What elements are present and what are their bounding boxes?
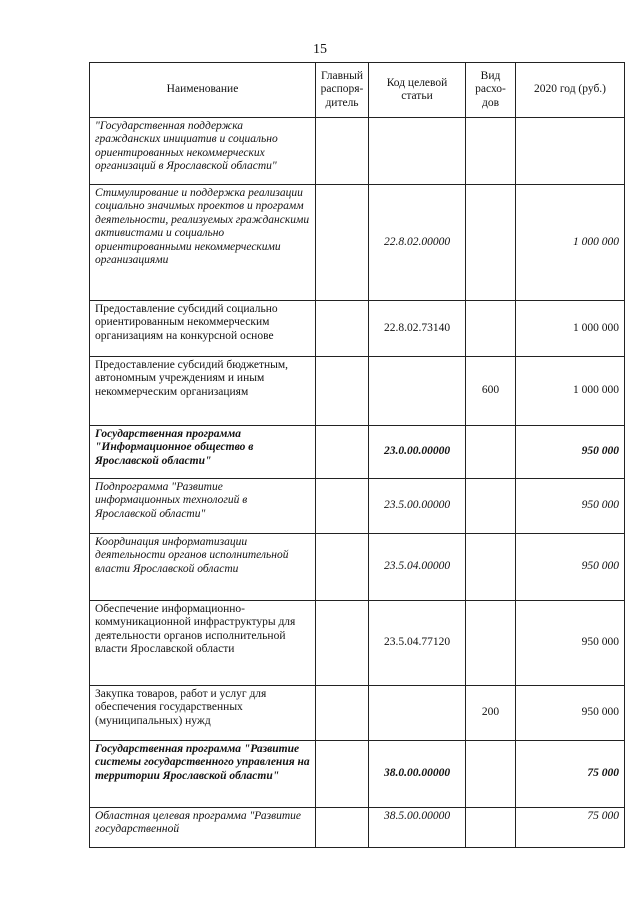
row-expense-type: [466, 808, 516, 848]
row-expense-type: [466, 301, 516, 357]
table-row: [90, 426, 625, 479]
row-expense-type: [466, 185, 516, 301]
row-name: Стимулирование и поддержка реализации социально значимых проектов и программ деятельности, реализуемых гражданскими активистами и социально ориентированными некоммерческими организациями: [90, 185, 316, 301]
row-name: Подпрограмма "Развитие информационных технологий в Ярославской области": [90, 479, 316, 534]
header-name: Наименование: [90, 63, 316, 118]
row-code: 23.5.00.00000: [369, 479, 466, 534]
row-code: 22.8.02.00000: [369, 185, 466, 301]
table-header-row: [90, 63, 625, 118]
row-expense-type: [466, 741, 516, 808]
row-name: Предоставление субсидий социально ориентированным некоммерческим организациям на конкурсной основе: [90, 301, 316, 357]
row-amount: 75 000: [516, 808, 625, 848]
row-manager: [316, 808, 369, 848]
row-manager: [316, 741, 369, 808]
row-name: Обеспечение информационно-коммуникационной инфраструктуры для деятельности органов исполнительной власти Ярославской области: [90, 601, 316, 686]
table-row: [90, 534, 625, 601]
table-row: [90, 808, 625, 848]
row-manager: [316, 686, 369, 741]
table-row: [90, 601, 625, 686]
row-name: Закупка товаров, работ и услуг для обеспечения государственных (муниципальных) нужд: [90, 686, 316, 741]
table-row: [90, 301, 625, 357]
row-amount: 75 000: [516, 741, 625, 808]
row-code: 23.0.00.00000: [369, 426, 466, 479]
row-code: 23.5.04.77120: [369, 601, 466, 686]
row-manager: [316, 118, 369, 185]
table-row: [90, 185, 625, 301]
row-manager: [316, 426, 369, 479]
row-amount: 950 000: [516, 534, 625, 601]
row-expense-type: 200: [466, 686, 516, 741]
row-manager: [316, 601, 369, 686]
row-amount: 950 000: [516, 426, 625, 479]
row-manager: [316, 301, 369, 357]
row-amount: 950 000: [516, 686, 625, 741]
row-code: [369, 686, 466, 741]
table-row: [90, 686, 625, 741]
row-code: [369, 118, 466, 185]
row-amount: 1 000 000: [516, 185, 625, 301]
row-manager: [316, 185, 369, 301]
table-row: [90, 741, 625, 808]
row-manager: [316, 534, 369, 601]
row-expense-type: 600: [466, 357, 516, 426]
row-amount: 1 000 000: [516, 357, 625, 426]
table-row: [90, 357, 625, 426]
row-expense-type: [466, 479, 516, 534]
table-row: [90, 118, 625, 185]
row-code: 38.5.00.00000: [369, 808, 466, 848]
row-manager: [316, 357, 369, 426]
row-name: Областная целевая программа "Развитие государственной: [90, 808, 316, 848]
row-amount: 1 000 000: [516, 301, 625, 357]
header-expense-type: Вид расхо-дов: [466, 63, 516, 118]
row-code: 38.0.00.00000: [369, 741, 466, 808]
row-name: Государственная программа "Развитие системы государственного управления на территории Ярославской области": [90, 741, 316, 808]
row-name: Координация информатизации деятельности органов исполнительной власти Ярославской области: [90, 534, 316, 601]
row-code: 23.5.04.00000: [369, 534, 466, 601]
page-number: 15: [313, 42, 327, 57]
budget-table: [89, 62, 625, 848]
header-amount-2020: 2020 год (руб.): [516, 63, 625, 118]
row-amount: 950 000: [516, 601, 625, 686]
row-amount: 950 000: [516, 479, 625, 534]
row-name: "Государственная поддержка гражданских инициатив и социально ориентированных некоммерческих организаций в Ярославской области": [90, 118, 316, 185]
row-expense-type: [466, 426, 516, 479]
row-code: [369, 357, 466, 426]
row-expense-type: [466, 601, 516, 686]
header-manager: Главный распоря-дитель: [316, 63, 369, 118]
row-expense-type: [466, 534, 516, 601]
table-row: [90, 479, 625, 534]
row-expense-type: [466, 118, 516, 185]
row-amount: [516, 118, 625, 185]
row-manager: [316, 479, 369, 534]
header-target-code: Код целевой статьи: [369, 63, 466, 118]
row-name: Государственная программа "Информационное общество в Ярославской области": [90, 426, 316, 479]
row-name: Предоставление субсидий бюджетным, автономным учреждениям и иным некоммерческим организациям: [90, 357, 316, 426]
row-code: 22.8.02.73140: [369, 301, 466, 357]
